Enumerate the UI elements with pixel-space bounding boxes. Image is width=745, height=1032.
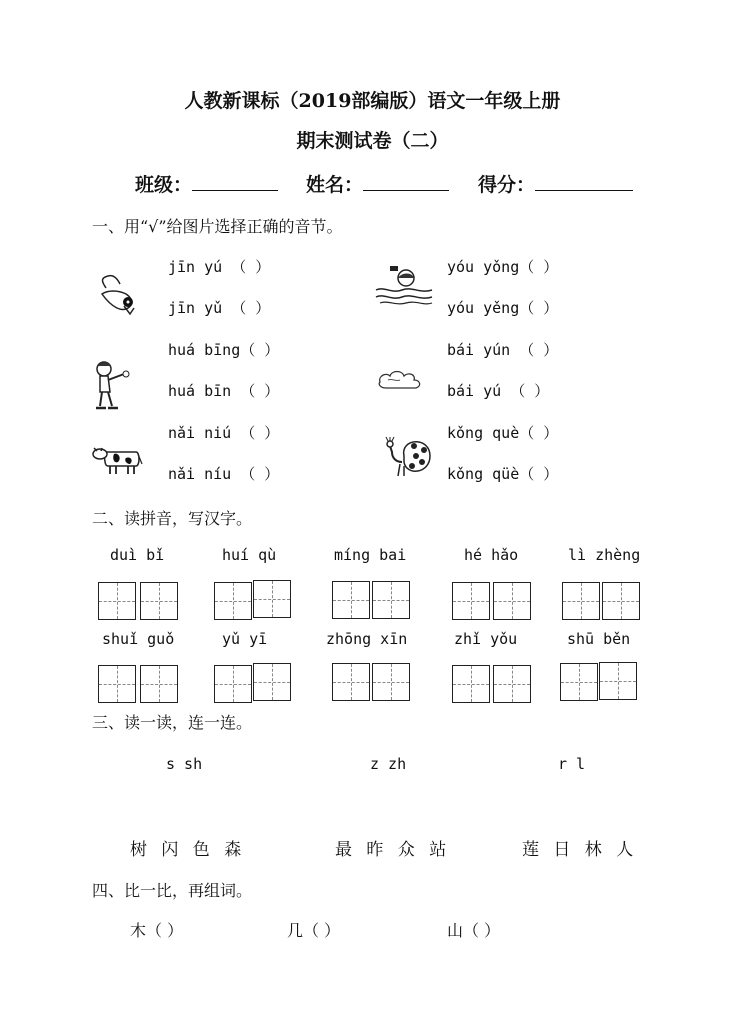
option-cow-1[interactable]: nǎi niú （ ） <box>168 424 280 442</box>
class-label: 班级： <box>135 174 193 196</box>
compare-word-item[interactable]: 山（ ） <box>447 921 501 940</box>
goldfish-picture <box>98 272 148 316</box>
writing-box[interactable] <box>332 663 370 701</box>
skater-picture <box>90 360 136 412</box>
initials-group1[interactable]: s sh <box>166 755 203 773</box>
pinyin-row1-1: duì bǐ <box>110 546 165 564</box>
cow-picture <box>92 440 144 480</box>
swimmer-picture <box>372 266 436 306</box>
writing-box[interactable] <box>452 582 490 620</box>
pinyin-row1-4: hé hǎo <box>464 546 519 564</box>
name-field <box>306 170 449 197</box>
writing-box[interactable] <box>253 663 291 701</box>
section1-heading: 一、用“√”给图片选择正确的音节。 <box>92 217 343 236</box>
option-peacock-1[interactable]: kǒng què（ ） <box>447 424 559 442</box>
compare-word-item[interactable]: 几（ ） <box>287 921 341 940</box>
writing-box[interactable] <box>98 665 136 703</box>
option-swimmer-1[interactable]: yóu yǒng（ ） <box>447 258 559 276</box>
compare-word-item[interactable]: 木（ ） <box>130 921 184 940</box>
score-blank[interactable] <box>535 174 633 191</box>
option-cloud-2[interactable]: bái yú （ ） <box>447 382 550 400</box>
score-field <box>478 170 633 197</box>
writing-box[interactable] <box>562 582 600 620</box>
section3-heading: 三、读一读，连一连。 <box>92 713 253 732</box>
writing-box[interactable] <box>493 582 531 620</box>
cloud-picture <box>376 366 428 392</box>
writing-box[interactable] <box>140 582 178 620</box>
writing-box[interactable] <box>493 665 531 703</box>
name-label: 姓名： <box>306 174 364 196</box>
writing-box[interactable] <box>214 665 252 703</box>
writing-box[interactable] <box>214 582 252 620</box>
writing-box[interactable] <box>372 581 410 619</box>
writing-box[interactable] <box>253 580 291 618</box>
page-subtitle: 期末测试卷（二） <box>296 130 449 152</box>
option-cloud-1[interactable]: bái yún （ ） <box>447 341 559 359</box>
writing-box[interactable] <box>560 663 598 701</box>
chars-group1[interactable]: 树 闪 色 森 <box>130 840 242 860</box>
pinyin-row2-4: zhǐ yǒu <box>454 630 518 648</box>
initials-group2[interactable]: z zh <box>370 755 407 773</box>
option-cow-2[interactable]: nǎi níu （ ） <box>168 465 280 483</box>
pinyin-row1-2: huí qù <box>222 546 277 564</box>
writing-box[interactable] <box>372 663 410 701</box>
option-peacock-2[interactable]: kǒng qüè（ ） <box>447 465 559 483</box>
writing-box[interactable] <box>599 662 637 700</box>
writing-box[interactable] <box>602 582 640 620</box>
option-goldfish-1[interactable]: jīn yú （ ） <box>168 258 271 276</box>
pinyin-row2-1: shuǐ guǒ <box>102 630 175 648</box>
option-swimmer-2[interactable]: yóu yěng（ ） <box>447 299 559 317</box>
option-skater-1[interactable]: huá bīng（ ） <box>168 341 280 359</box>
pinyin-row1-5: lì zhèng <box>568 546 641 564</box>
writing-box[interactable] <box>140 665 178 703</box>
score-label: 得分： <box>478 174 536 196</box>
pinyin-row2-2: yǔ yī <box>222 630 268 648</box>
option-goldfish-2[interactable]: jīn yǔ （ ） <box>168 299 271 317</box>
option-skater-2[interactable]: huá bīn （ ） <box>168 382 280 400</box>
section4-heading: 四、比一比，再组词。 <box>92 881 253 900</box>
peacock-picture <box>380 432 434 482</box>
writing-box[interactable] <box>98 582 136 620</box>
writing-box[interactable] <box>332 581 370 619</box>
pinyin-row2-3: zhōng xīn <box>326 630 408 648</box>
pinyin-row2-5: shū běn <box>567 630 631 648</box>
writing-box[interactable] <box>452 665 490 703</box>
name-blank[interactable] <box>363 174 449 191</box>
section2-heading: 二、读拼音，写汉字。 <box>92 509 253 528</box>
class-field <box>135 170 278 197</box>
chars-group3[interactable]: 莲 日 林 人 <box>522 840 634 860</box>
initials-group3[interactable]: r l <box>558 755 586 773</box>
class-blank[interactable] <box>192 174 278 191</box>
chars-group2[interactable]: 最 昨 众 站 <box>335 840 447 860</box>
page-title: 人教新课标（2019部编版）语文一年级上册 <box>184 90 561 112</box>
pinyin-row1-3: míng bai <box>334 546 407 564</box>
